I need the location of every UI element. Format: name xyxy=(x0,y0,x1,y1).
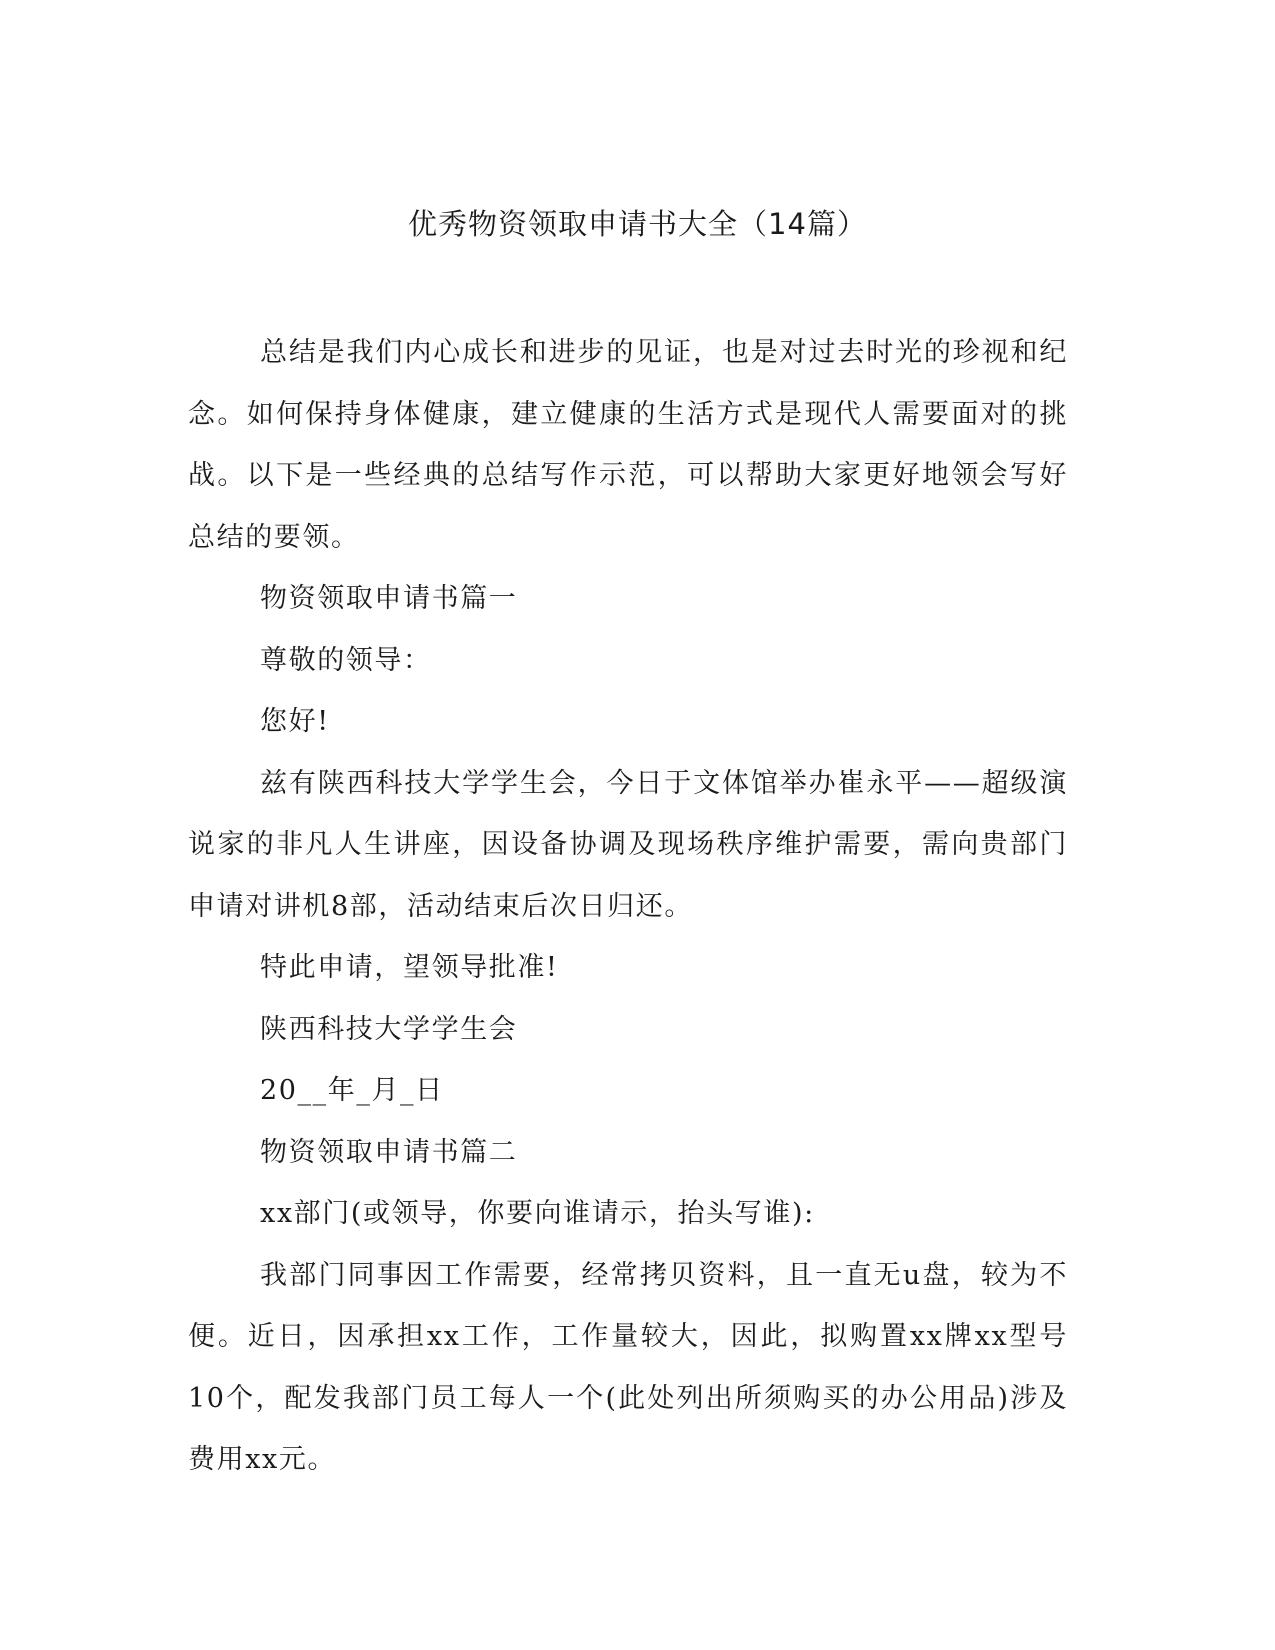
closing-line: 特此申请，望领导批准! xyxy=(260,952,559,983)
signature-date: 20__年_月_日 xyxy=(260,1075,444,1106)
document-title: 优秀物资领取申请书大全（14篇） xyxy=(408,207,867,241)
salutation: 尊敬的领导： xyxy=(260,644,432,676)
request-paragraph-2: 我部门同事因工作需要，经常拷贝资料，且一直无u盘，较为不便。近日，因承担xx工作，工作量较大，因此，拟购置xx牌xx型号10个，配发我部门员工每人一个(此处列出所须购买的办公用品)涉及费用xx元。 xyxy=(188,1259,1068,1475)
greeting: 您好! xyxy=(260,706,330,737)
request-paragraph-1: 兹有陕西科技大学学生会，今日于文体馆举办崔永平——超级演说家的非凡人生讲座，因设备协调及现场秩序维护需要，需向贵部门申请对讲机8部，活动结束后次日归还。 xyxy=(188,767,1068,922)
section-heading-1: 物资领取申请书篇一 xyxy=(260,583,518,614)
section-heading-2: 物资领取申请书篇二 xyxy=(260,1136,518,1168)
signature-org: 陕西科技大学学生会 xyxy=(260,1013,518,1045)
addressee-line: xx部门(或领导，你要向谁请示，抬头写谁): xyxy=(260,1198,815,1229)
document-body xyxy=(188,322,1068,1491)
intro-paragraph: 总结是我们内心成长和进步的见证，也是对过去时光的珍视和纪念。如何保持身体健康，建立健康的生活方式是现代人需要面对的挑战。以下是一些经典的总结写作示范，可以帮助大家更好地领会写好总结的要领。 xyxy=(188,337,1068,553)
